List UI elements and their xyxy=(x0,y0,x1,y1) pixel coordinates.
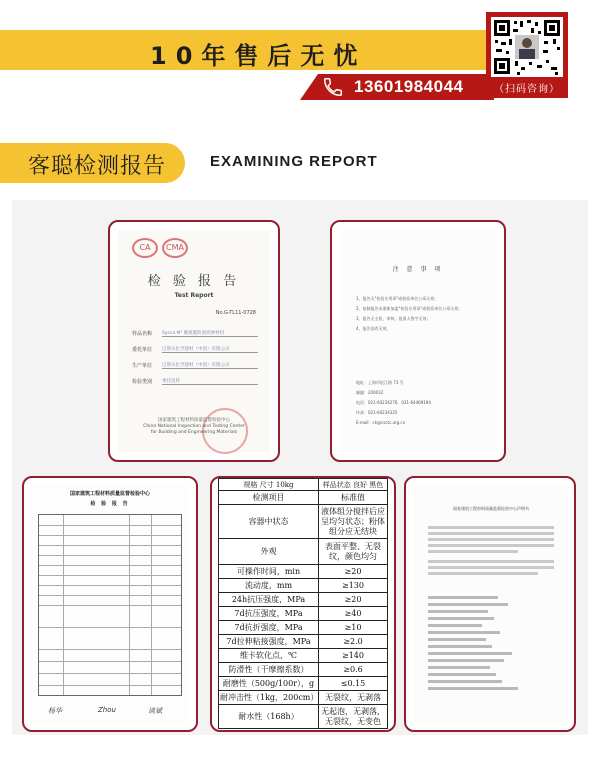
field-value: 委托送样 xyxy=(162,378,258,385)
spec-table xyxy=(218,478,388,729)
after-sales-slogan: 10年售后无忧 xyxy=(150,42,367,70)
notes-item: 3、报告无主检、审核、批准人签字无效； xyxy=(356,316,431,321)
test-item: 耐水性（168h） xyxy=(219,705,319,729)
standard-value: ≥140 xyxy=(319,649,388,663)
notes-item: 1、报告无"检验专用章"或检验单位公章无效； xyxy=(356,296,439,301)
table-row xyxy=(219,649,388,663)
section-heading xyxy=(0,143,600,183)
standard-value: 无裂纹，无剥落 xyxy=(319,691,388,705)
standard-value: ≥10 xyxy=(319,621,388,635)
lab-form-subheader: 检 验 报 告 xyxy=(90,501,130,507)
phone-icon xyxy=(322,76,344,98)
field-value: 巴斯夫化学建材（中国）有限公司 xyxy=(162,362,258,369)
report-cover-document xyxy=(118,230,270,452)
cma-logo-icon: CMA xyxy=(162,238,188,258)
signature: 杨华 xyxy=(48,707,62,715)
table-row xyxy=(219,635,388,649)
table-row xyxy=(219,663,388,677)
ca-logo-icon: CA xyxy=(132,238,158,258)
spec-table-card[interactable] xyxy=(210,476,396,732)
lab-form-document xyxy=(30,484,190,724)
table-row xyxy=(219,621,388,635)
standard-value: 液体组分搅拌后应呈均匀状态；粉体组分应无结块 xyxy=(319,505,388,539)
column-header: 检测项目 xyxy=(219,491,319,505)
phone-number[interactable]: 13601984044 xyxy=(354,77,464,96)
notes-item: 4、报告涂改无效。 xyxy=(356,326,391,331)
table-cell: 样品状态 良好 黑色 xyxy=(319,479,388,491)
table-cell: 规格 尺寸 10kg xyxy=(219,479,319,491)
test-item: 24h抗压强度，MPa xyxy=(219,593,319,607)
issuer-name-en-2: for Building and Engineering Materials xyxy=(150,430,238,435)
standard-value: ≥20 xyxy=(319,565,388,579)
spec-table-document xyxy=(218,478,388,730)
table-row xyxy=(219,677,388,691)
test-item: 7d抗折强度，MPa xyxy=(219,621,319,635)
contact-line: 电话：021-64234276，021-64469194 xyxy=(356,400,431,405)
standard-value: ≥2.0 xyxy=(319,635,388,649)
standard-value: ≥40 xyxy=(319,607,388,621)
test-item: 耐冲击性（1kg，200cm） xyxy=(219,691,319,705)
table-row xyxy=(219,579,388,593)
statement-document xyxy=(414,486,568,722)
test-item: 防滑性（干摩擦系数） xyxy=(219,663,319,677)
test-item: 7d抗压强度，MPa xyxy=(219,607,319,621)
contact-line: 邮编：200032 xyxy=(356,390,384,395)
notes-title: 注 意 事 项 xyxy=(392,266,444,273)
signature: Zhou xyxy=(98,706,116,714)
issuer-name-cn: 国家建筑工程材料质量监督检验中心 xyxy=(158,418,230,423)
qr-code-panel[interactable] xyxy=(486,12,568,98)
test-item: 耐磨性（500g/100r），g xyxy=(219,677,319,691)
field-label: 样品名称 xyxy=(132,331,153,337)
report-number: No.G-TL11-0728 xyxy=(215,310,256,316)
standard-value: 表面平整、无裂纹，颜色均匀 xyxy=(319,539,388,565)
field-value: 巴斯夫化学建材（中国）有限公司 xyxy=(162,346,258,353)
table-row xyxy=(219,565,388,579)
contact-line: 地址：上海市松江路 73 号 xyxy=(356,380,404,385)
field-label: 委托单位 xyxy=(132,347,153,353)
notes-card[interactable] xyxy=(330,220,506,462)
table-row xyxy=(219,691,388,705)
standard-value: ≤0.15 xyxy=(319,677,388,691)
statement-card[interactable] xyxy=(404,476,576,732)
table-row xyxy=(219,479,388,491)
report-title-en: Test Report xyxy=(174,292,214,299)
section-title: 客聪检测报告 xyxy=(28,154,167,179)
test-item: 容器中状态 xyxy=(219,505,319,539)
standard-value: ≥130 xyxy=(319,579,388,593)
test-item: 可操作时间，min xyxy=(219,565,319,579)
qr-code-icon xyxy=(491,17,563,77)
test-item: 7d拉伸粘接强度，MPa xyxy=(219,635,319,649)
section-subtitle: EXAMINING REPORT xyxy=(210,153,378,170)
header-banner xyxy=(0,0,600,110)
qr-caption: （扫码咨询） xyxy=(494,84,560,95)
report-cover-card[interactable] xyxy=(108,220,280,462)
table-row xyxy=(219,505,388,539)
contact-line: 传真：021-64234325 xyxy=(356,410,398,415)
field-label: 检验类别 xyxy=(132,379,153,385)
standard-value: ≥0.6 xyxy=(319,663,388,677)
issuer-footer xyxy=(118,418,270,436)
table-row xyxy=(219,607,388,621)
report-title-cn: 检 验 报 告 xyxy=(147,274,241,289)
test-item: 外观 xyxy=(219,539,319,565)
field-value: Sysca M² 聚氨酯防滑高弹材料 xyxy=(162,330,258,337)
test-item: 维卡软化点，℃ xyxy=(219,649,319,663)
lab-form-grid xyxy=(38,514,182,696)
issuer-name-en: China National Inspection and Testing Center xyxy=(143,424,245,429)
standard-value: ≥20 xyxy=(319,593,388,607)
standard-value: 无起泡，无剥落，无裂纹，无变色 xyxy=(319,705,388,729)
lab-form-header: 国家建筑工程材料质量监督检验中心 xyxy=(69,491,150,497)
contact-line: E-mail：ck@csctc.org.cn xyxy=(356,420,406,425)
phone-contact[interactable] xyxy=(318,74,494,100)
statement-title: 国家建筑工程材料质量监督检验中心声明书 xyxy=(453,506,529,511)
table-row xyxy=(219,705,388,729)
test-item: 流动度，mm xyxy=(219,579,319,593)
field-label: 生产单位 xyxy=(132,363,153,369)
table-row xyxy=(219,539,388,565)
qr-code-image[interactable] xyxy=(491,17,563,77)
column-header: 标准值 xyxy=(319,491,388,505)
table-header-row xyxy=(219,491,388,505)
table-row xyxy=(219,593,388,607)
notes-document xyxy=(340,230,496,452)
signature: 谈斌 xyxy=(148,707,162,715)
lab-form-card[interactable] xyxy=(22,476,198,732)
notes-item: 2、复制报告未重新加盖"检验专用章"或检验单位公章无效； xyxy=(356,306,463,311)
